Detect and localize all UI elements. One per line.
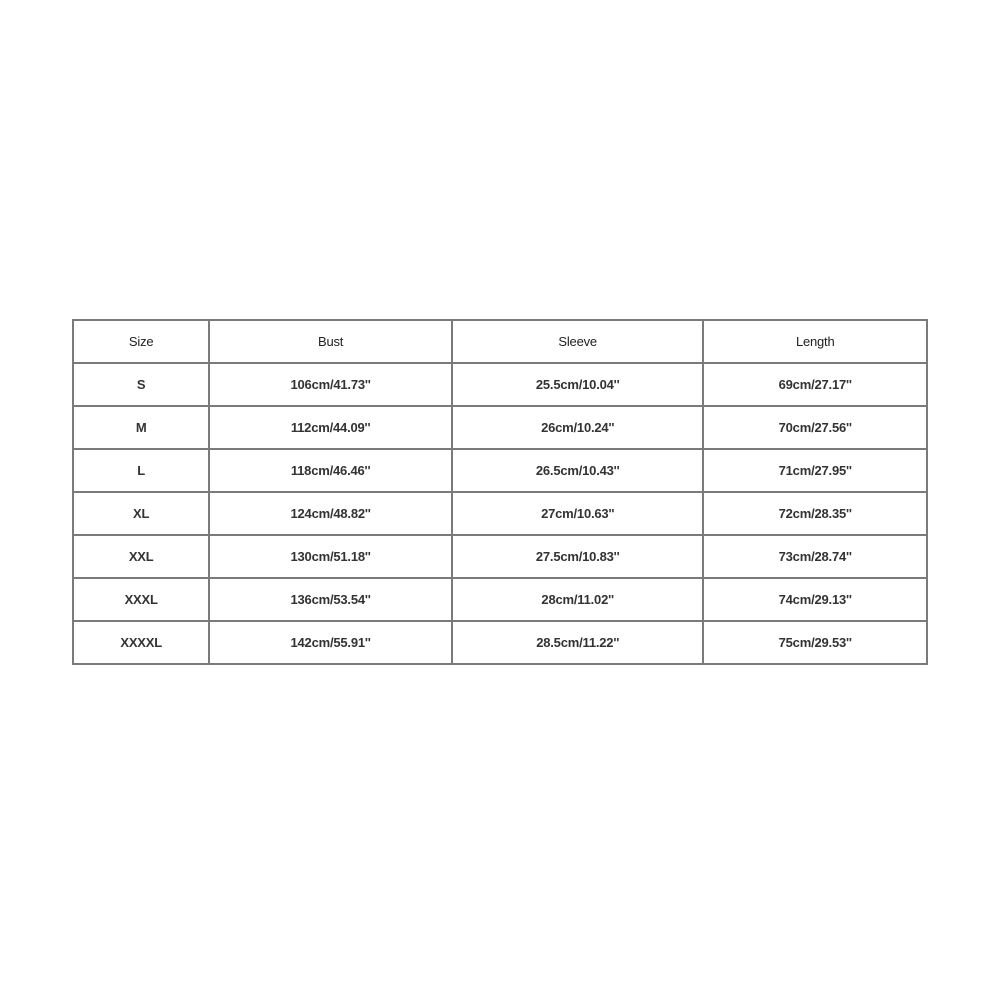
- table-row: [73, 621, 927, 664]
- bust-cell: 142cm/55.91'': [209, 621, 452, 664]
- bust-cell: 118cm/46.46'': [209, 449, 452, 492]
- sleeve-cell: 25.5cm/10.04'': [452, 363, 704, 406]
- header-bust: Bust: [209, 320, 452, 363]
- size-cell: M: [73, 406, 209, 449]
- sleeve-cell: 28cm/11.02'': [452, 578, 704, 621]
- length-cell: 73cm/28.74'': [703, 535, 927, 578]
- table-header: [73, 320, 927, 363]
- bust-cell: 130cm/51.18'': [209, 535, 452, 578]
- sleeve-cell: 27.5cm/10.83'': [452, 535, 704, 578]
- size-cell: S: [73, 363, 209, 406]
- bust-cell: 106cm/41.73'': [209, 363, 452, 406]
- size-cell: XXXXL: [73, 621, 209, 664]
- size-cell: L: [73, 449, 209, 492]
- bust-cell: 124cm/48.82'': [209, 492, 452, 535]
- table-row: [73, 578, 927, 621]
- length-cell: 74cm/29.13'': [703, 578, 927, 621]
- bust-cell: 136cm/53.54'': [209, 578, 452, 621]
- size-cell: XL: [73, 492, 209, 535]
- table-row: [73, 363, 927, 406]
- table-row: [73, 406, 927, 449]
- sleeve-cell: 26.5cm/10.43'': [452, 449, 704, 492]
- table-row: [73, 449, 927, 492]
- header-size: Size: [73, 320, 209, 363]
- length-cell: 72cm/28.35'': [703, 492, 927, 535]
- table-body: [73, 363, 927, 664]
- table-row: [73, 535, 927, 578]
- size-cell: XXXL: [73, 578, 209, 621]
- length-cell: 71cm/27.95'': [703, 449, 927, 492]
- length-cell: 69cm/27.17'': [703, 363, 927, 406]
- header-row: [73, 320, 927, 363]
- size-chart-table: [72, 319, 928, 665]
- sleeve-cell: 27cm/10.63'': [452, 492, 704, 535]
- header-length: Length: [703, 320, 927, 363]
- table-row: [73, 492, 927, 535]
- header-sleeve: Sleeve: [452, 320, 704, 363]
- sleeve-cell: 26cm/10.24'': [452, 406, 704, 449]
- size-cell: XXL: [73, 535, 209, 578]
- bust-cell: 112cm/44.09'': [209, 406, 452, 449]
- length-cell: 70cm/27.56'': [703, 406, 927, 449]
- sleeve-cell: 28.5cm/11.22'': [452, 621, 704, 664]
- length-cell: 75cm/29.53'': [703, 621, 927, 664]
